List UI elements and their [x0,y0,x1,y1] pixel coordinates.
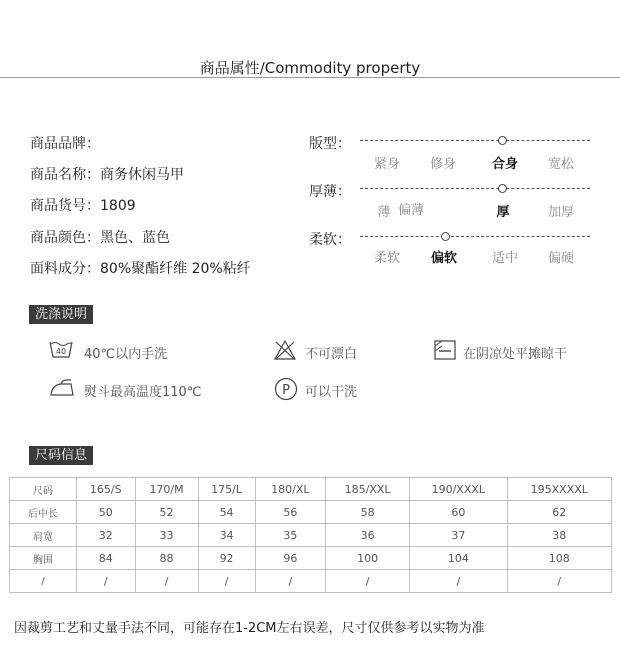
size-cell: 185/XXL [326,478,410,501]
scale-thickness-option: 偏薄 [397,203,424,218]
scale-fit-option: 宽松 [547,157,574,172]
scale-fit-option: 紧身 [373,157,400,172]
size-cell: / [326,570,410,593]
size-cell: / [77,570,136,593]
size-cell: 190/XXXL [410,478,507,501]
size-cell: 38 [507,524,611,547]
care-text: 熨斗最高温度110℃ [84,385,202,400]
scale-softness-marker [441,232,450,241]
size-cell: 84 [77,547,136,570]
scale-softness-line [360,236,590,237]
size-cell: 195XXXXL [507,478,611,501]
scale-softness-option: 适中 [491,251,518,266]
size-cell: 165/S [77,478,136,501]
care-text: 不可漂白 [305,347,358,362]
size-cell: 100 [326,547,410,570]
size-cell: 50 [77,501,136,524]
size-cell: 33 [135,524,198,547]
scale-thickness-option: 薄 [377,205,391,220]
size-cell: 54 [198,501,255,524]
size-cell: 175/L [198,478,255,501]
scale-fit-option-selected: 合身 [491,157,518,172]
no-bleach-icon [274,340,296,364]
size-cell: 104 [410,547,507,570]
size-cell: 108 [507,547,611,570]
size-cell: / [410,570,507,593]
washtub-temp-text: 40 [55,347,67,356]
scale-thickness-option: 加厚 [547,205,574,220]
iron-icon [49,379,75,401]
dry-clean-icon [274,377,298,405]
size-cell: 96 [255,547,326,570]
size-cell: 35 [255,524,326,547]
size-heading: 尺码信息 [29,446,93,465]
care-text: 在阴凉处平摊晾干 [463,347,568,362]
attr-label: 面料成分： [30,261,100,277]
attr-label: 商品名称： [30,167,100,183]
size-row-header: / [10,570,77,593]
size-table-row [10,524,612,547]
washing-heading: 洗涤说明 [29,305,93,324]
dry-clean-letter: P [282,383,290,398]
size-cell: 37 [410,524,507,547]
size-cell: 36 [326,524,410,547]
care-text: 可以干洗 [305,385,358,400]
attr-brand [30,133,100,153]
size-cell: / [507,570,611,593]
scale-softness-option-selected: 偏软 [430,251,457,266]
attr-value: 1809 [100,198,136,214]
scale-softness-option: 柔软 [373,251,400,266]
scale-fit-option: 修身 [429,157,456,172]
size-cell: / [198,570,255,593]
attr-color [30,227,170,247]
scale-thickness-option-selected: 厚 [496,205,510,220]
attr-fabric [30,258,251,278]
size-cell: 92 [198,547,255,570]
size-row-header: 胸围 [10,547,77,570]
size-row-header: 肩宽 [10,524,77,547]
size-cell: / [255,570,326,593]
title-divider [0,77,620,78]
attr-label: 商品品牌： [30,136,100,152]
attr-label: 商品颜色： [30,230,100,246]
size-cell: 34 [198,524,255,547]
washtub-40-icon [49,339,73,363]
scale-thickness-label: 厚薄： [309,184,351,200]
attr-label: 商品货号： [30,198,100,214]
scale-fit-marker [498,136,507,145]
attr-value: 80%聚酯纤维 20%粘纤 [100,261,251,277]
size-table-row [10,570,612,593]
size-table [9,477,612,593]
page-title: 商品属性/Commodity property [199,59,421,77]
size-cell: 170/M [135,478,198,501]
attr-value: 商务休闲马甲 [100,167,184,183]
size-cell: 180/XL [255,478,326,501]
scale-fit-label: 版型： [309,136,351,152]
size-table-row [10,501,612,524]
size-table-row [10,478,612,501]
scale-softness-option: 偏硬 [547,251,574,266]
size-cell: 58 [326,501,410,524]
size-cell: 60 [410,501,507,524]
size-cell: 56 [255,501,326,524]
size-footnote: 因裁剪工艺和丈量手法不同，可能存在1-2CM左右误差，尺寸仅供参考以实物为准 [14,621,485,636]
attr-sku [30,195,136,215]
scale-thickness-marker [498,184,507,193]
size-cell: / [135,570,198,593]
size-row-header: 尺码 [10,478,77,501]
scale-thickness-line [360,188,590,189]
attr-value: 黑色、蓝色 [100,230,170,246]
size-cell: 88 [135,547,198,570]
dry-flat-shade-icon [434,340,456,364]
size-cell: 62 [507,501,611,524]
scale-fit-line [360,140,590,141]
scale-softness-label: 柔软： [309,232,351,248]
size-table-row [10,547,612,570]
size-cell: 52 [135,501,198,524]
care-text: 40℃以内手洗 [84,347,168,362]
size-cell: 32 [77,524,136,547]
attr-name [30,164,184,184]
size-row-header: 后中长 [10,501,77,524]
